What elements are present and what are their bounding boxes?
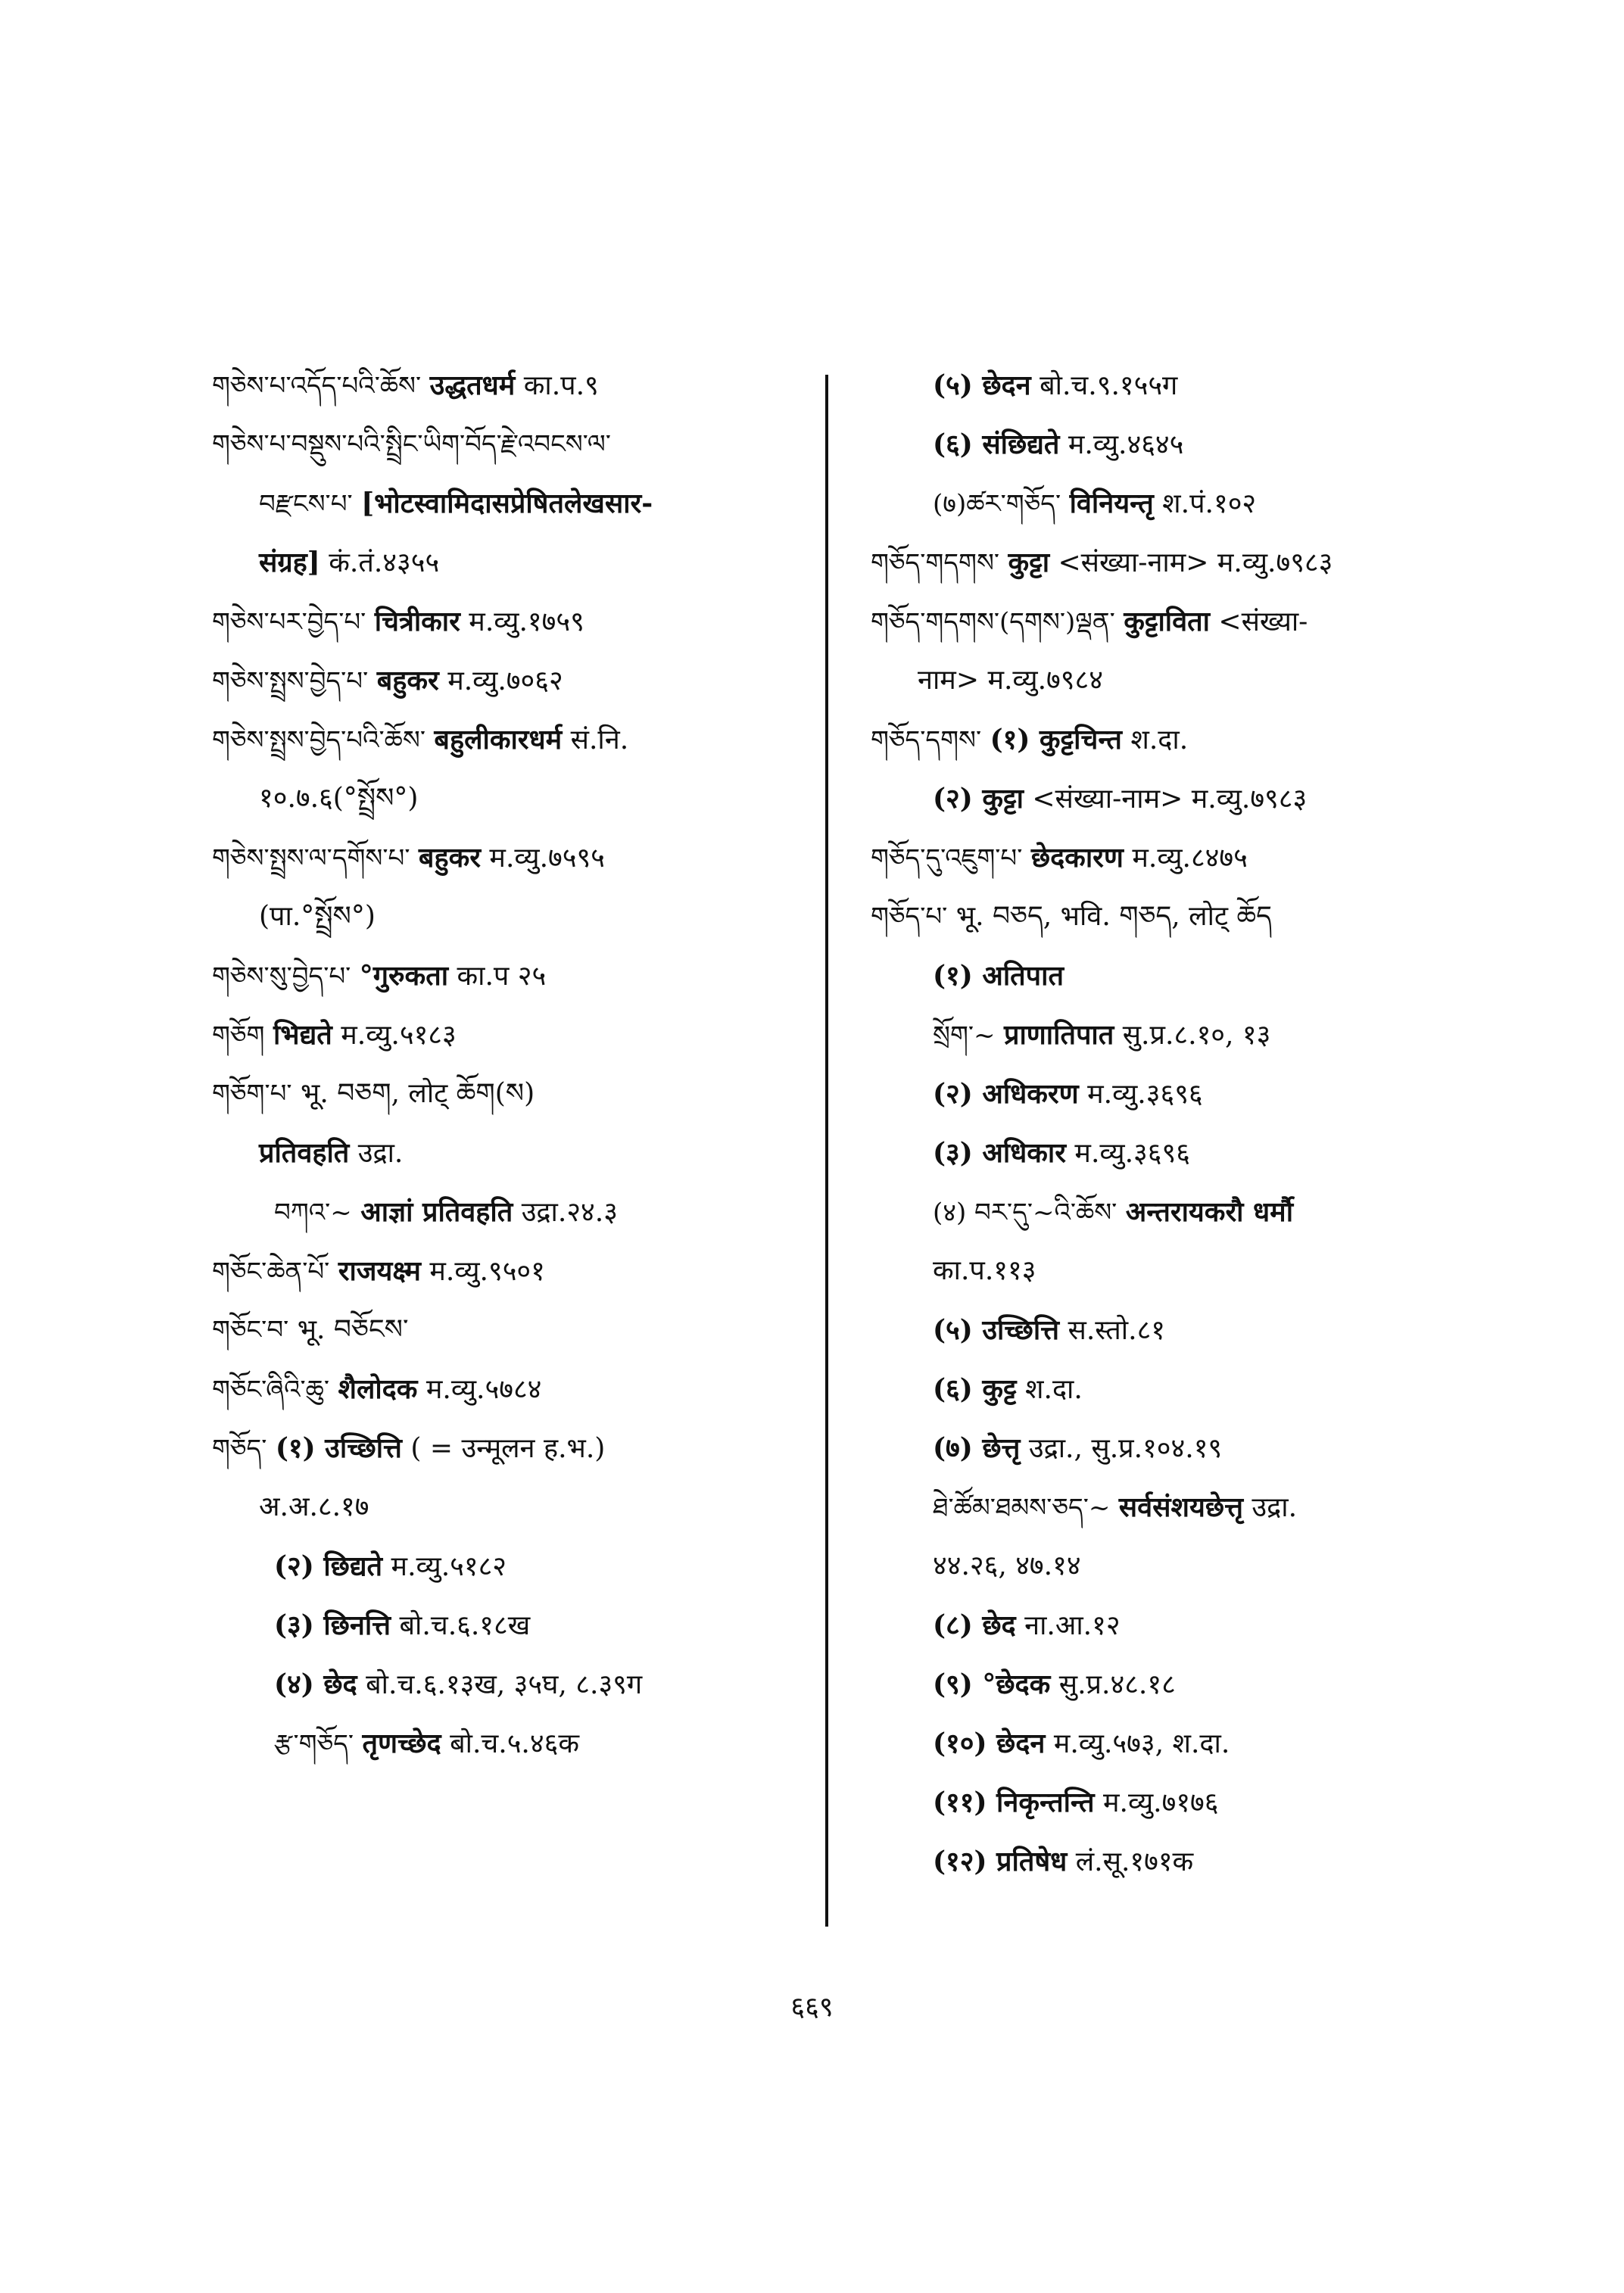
reference: सु.प्र.८.१०, १३ bbox=[1114, 1020, 1271, 1051]
entry-line bbox=[212, 1596, 818, 1655]
reference: भू. བཅད, भवि. གཅད, लोट् ཆོད bbox=[955, 901, 1272, 932]
entry-line bbox=[871, 1064, 1476, 1123]
sanskrit-term: (११) निकृन्तन्ति bbox=[933, 1787, 1095, 1818]
entry-line bbox=[871, 1478, 1476, 1537]
reference: म.व्यु.३६९६ bbox=[1078, 1079, 1203, 1110]
reference: <संख्या-नाम> म.व्यु.७९८३ bbox=[1023, 784, 1308, 815]
sanskrit-term: शैलोदक bbox=[338, 1373, 418, 1405]
tibetan-term: གཅོང་ཆེན་པོ་ bbox=[212, 1257, 330, 1287]
entry-line bbox=[212, 1655, 818, 1714]
entry-line bbox=[212, 1360, 818, 1419]
sanskrit-term: (६) कुट्ट bbox=[933, 1373, 1017, 1405]
reference: लं.सू.१७१क bbox=[1067, 1846, 1194, 1877]
reference: भू. བཅག, लोट् ཆོག(ས) bbox=[301, 1078, 535, 1109]
entry-line bbox=[871, 1773, 1476, 1832]
tibetan-term: ཐེ་ཚོམ་ཐམས་ཅད་~ bbox=[933, 1493, 1111, 1523]
sanskrit-term: कुट्टा bbox=[1008, 547, 1050, 578]
reference: का.प २५ bbox=[448, 961, 547, 992]
reference: का.प.११३ bbox=[933, 1255, 1036, 1286]
reference: म.व्यु.४६४५ bbox=[1059, 429, 1184, 460]
tibetan-term: རྩ་གཅོད་ bbox=[274, 1729, 354, 1759]
entry-line bbox=[871, 1537, 1476, 1596]
reference: श.दा. bbox=[1016, 1374, 1083, 1405]
reference: १०.७.६(°སྤྲོས°) bbox=[259, 783, 419, 814]
tibetan-term: གཅེས་སྤྲས་ལ་དགོས་པ་ bbox=[212, 843, 410, 874]
sanskrit-term: (१०) छेदन bbox=[933, 1728, 1046, 1759]
entry-line bbox=[871, 946, 1476, 1005]
reference: म.व्यु.५१८३ bbox=[332, 1020, 457, 1051]
sanskrit-term: (१) कुट्टचिन्त bbox=[990, 724, 1122, 756]
reference: म.व्यु.७५९५ bbox=[480, 843, 605, 874]
entry-line bbox=[871, 415, 1476, 474]
sanskrit-term: संग्रह] bbox=[259, 547, 320, 578]
reference: बो.च.६.१८ख bbox=[391, 1610, 531, 1641]
tibetan-term: གཅེས་སྤྲས་བྱེད་པ་ bbox=[212, 666, 369, 696]
entry-line bbox=[871, 828, 1476, 887]
reference: म.व्यु.५७३, श.दा. bbox=[1045, 1728, 1230, 1759]
sanskrit-term: °गुरुकता bbox=[359, 960, 449, 992]
sanskrit-term: तृणच्छेद bbox=[362, 1728, 441, 1759]
reference: बो.च.५.४६क bbox=[441, 1728, 579, 1759]
reference: का.प.९ bbox=[515, 370, 599, 401]
entry-line bbox=[212, 1537, 818, 1596]
entry-line bbox=[871, 1419, 1476, 1478]
sanskrit-term: (३) छिनत्ति bbox=[274, 1609, 391, 1641]
entry-line bbox=[871, 1832, 1476, 1891]
tibetan-term: གཅེས་པ་བསྡུས་པའི་སྤྲིང་ཡིག་བོད་རྗེ་འབངས་ལ་ bbox=[212, 429, 611, 460]
tibetan-term: (४) བར་དུ་~འི་ཆོས་ bbox=[933, 1198, 1117, 1228]
reference: सं.नि. bbox=[562, 724, 629, 756]
entry-line bbox=[212, 887, 818, 946]
tibetan-term: གཅོག་པ་ bbox=[212, 1079, 292, 1109]
sanskrit-term: (२) कुट्टा bbox=[933, 783, 1024, 815]
sanskrit-term: चित्रीकार bbox=[374, 606, 460, 637]
entry-line bbox=[212, 828, 818, 887]
reference: बो.च.६.१३ख, ३५घ, ८.३९ग bbox=[357, 1669, 643, 1700]
entry-line bbox=[212, 710, 818, 769]
entry-line bbox=[212, 651, 818, 710]
entry-line bbox=[212, 1242, 818, 1301]
entry-line bbox=[212, 592, 818, 651]
sanskrit-term: (७) छेत्तृ bbox=[933, 1432, 1021, 1464]
entry-line bbox=[871, 887, 1476, 946]
sanskrit-term: छेदकारण bbox=[1030, 842, 1124, 874]
entry-line bbox=[871, 1123, 1476, 1182]
sanskrit-term: (८) छेद bbox=[933, 1609, 1016, 1641]
entry-line bbox=[212, 946, 818, 1005]
reference: म.व्यु.७०६२ bbox=[438, 665, 563, 696]
reference: म.व्यु.८४७५ bbox=[1123, 843, 1248, 874]
tibetan-term: གཅོད་ bbox=[212, 1434, 267, 1464]
tibetan-term: གཅོང་བ་ bbox=[212, 1315, 289, 1345]
sanskrit-term: (१) उच्छित्ति bbox=[275, 1432, 402, 1464]
sanskrit-term: [भोटस्वामिदासप्रेषितलेखसार- bbox=[361, 488, 653, 519]
reference: <संख्या-नाम> म.व्यु.७९८३ bbox=[1049, 547, 1333, 578]
entry-line bbox=[871, 1301, 1476, 1360]
sanskrit-term: बहुकर bbox=[418, 842, 481, 874]
tibetan-term: གཅེས་པར་བྱེད་པ་ bbox=[212, 607, 366, 637]
entry-line bbox=[212, 415, 818, 474]
entry-line bbox=[212, 1301, 818, 1360]
entry-line bbox=[212, 356, 818, 415]
entry-line bbox=[871, 1655, 1476, 1714]
sanskrit-term: (६) संछिद्यते bbox=[933, 428, 1060, 460]
sanskrit-term: कुट्टाविता bbox=[1124, 606, 1210, 637]
reference: <संख्या- bbox=[1209, 606, 1308, 637]
tibetan-term: གཅོད་གདགས་(དགས་)ལྡན་ bbox=[871, 607, 1115, 637]
reference: ( = उन्मूलन ह.भ.) bbox=[401, 1433, 606, 1464]
tibetan-term: (७)ཚར་གཅོད་ bbox=[933, 489, 1061, 519]
tibetan-term: གཅེས་སྤྲས་བྱེད་པའི་ཆོས་ bbox=[212, 725, 425, 756]
entry-line bbox=[871, 1182, 1476, 1242]
sanskrit-term: अन्तरायकरौ धर्मौ bbox=[1125, 1196, 1294, 1228]
sanskrit-term: (१२) प्रतिषेध bbox=[933, 1846, 1068, 1877]
entry-line bbox=[212, 533, 818, 592]
reference: म.व्यु.१७५९ bbox=[460, 606, 584, 637]
tibetan-term: གཅོད་དགས་ bbox=[871, 725, 982, 756]
reference: म.व्यु.९५०१ bbox=[420, 1256, 545, 1287]
tibetan-term: གཅོད་གདགས་ bbox=[871, 548, 1000, 578]
reference: अ.अ.८.१७ bbox=[259, 1491, 369, 1522]
reference: उद्रा., सु.प्र.१०४.१९ bbox=[1020, 1433, 1223, 1464]
sanskrit-term: (२) अधिकरण bbox=[933, 1078, 1079, 1110]
sanskrit-term: राजयक्ष्म bbox=[338, 1255, 421, 1287]
tibetan-term: གཅོག bbox=[212, 1020, 265, 1051]
sanskrit-term: आज्ञां प्रतिवहति bbox=[360, 1196, 513, 1228]
sanskrit-term: (३) अधिकार bbox=[933, 1137, 1066, 1169]
entry-line bbox=[871, 356, 1476, 415]
sanskrit-term: बहुलीकारधर्म bbox=[434, 724, 563, 756]
entry-line bbox=[871, 710, 1476, 769]
tibetan-term: གཅེས་པ་འདོད་པའི་ཆོས་ bbox=[212, 371, 422, 401]
tibetan-term: གཅོད་དུ་འཇུག་པ་ bbox=[871, 843, 1023, 874]
entry-line bbox=[871, 592, 1476, 651]
reference: नाम> म.व्यु.७९८४ bbox=[918, 665, 1103, 696]
sanskrit-term: विनियन्तृ bbox=[1069, 488, 1154, 519]
sanskrit-term: (५) छेदन bbox=[933, 369, 1031, 401]
reference: बो.च.९.१५५ग bbox=[1030, 370, 1178, 401]
tibetan-term: གཅོད་པ་ bbox=[871, 902, 948, 932]
sanskrit-term: सर्वसंशयछेत्तृ bbox=[1118, 1491, 1243, 1523]
entry-line bbox=[871, 1596, 1476, 1655]
reference: म.व्यु.५७८४ bbox=[417, 1374, 542, 1405]
reference: म.व्यु.५१८२ bbox=[382, 1551, 507, 1582]
reference: कं.तं.४३५५ bbox=[320, 547, 440, 578]
reference: भू. བཅོངས་ bbox=[297, 1314, 409, 1345]
reference: म.व्यु.३६९६ bbox=[1065, 1138, 1190, 1169]
entry-line bbox=[871, 769, 1476, 828]
entry-line bbox=[212, 1182, 818, 1242]
entry-line bbox=[212, 1005, 818, 1064]
reference: म.व्यु.७१७६ bbox=[1094, 1787, 1219, 1818]
entry-line bbox=[212, 1064, 818, 1123]
reference: उद्रा. bbox=[1242, 1492, 1298, 1523]
page-number: ६६९ bbox=[790, 1992, 834, 2023]
reference: (पा.°སྤྲོས°) bbox=[259, 901, 376, 932]
tibetan-term: བརྫངས་པ་ bbox=[259, 489, 353, 519]
reference: सु.प्र.४८.१८ bbox=[1050, 1669, 1176, 1700]
entry-line bbox=[212, 1714, 818, 1773]
sanskrit-term: (५) उच्छित्ति bbox=[933, 1314, 1060, 1346]
reference: ना.आ.१२ bbox=[1015, 1610, 1121, 1641]
entry-line bbox=[871, 1005, 1476, 1064]
reference: श.दा. bbox=[1121, 724, 1189, 756]
entry-line bbox=[871, 1714, 1476, 1773]
entry-line bbox=[871, 533, 1476, 592]
entry-line bbox=[871, 474, 1476, 533]
reference: उद्रा.२४.३ bbox=[513, 1197, 618, 1228]
sanskrit-term: (१) अतिपात bbox=[933, 960, 1064, 992]
sanskrit-term: प्राणातिपात bbox=[1003, 1019, 1114, 1051]
tibetan-term: སྲོག་~ bbox=[933, 1020, 996, 1051]
entry-line bbox=[212, 1419, 818, 1478]
entry-line bbox=[871, 651, 1476, 710]
right-column bbox=[871, 356, 1476, 1891]
reference: ४४.२६, ४७.१४ bbox=[933, 1550, 1081, 1581]
entry-line bbox=[212, 1123, 818, 1182]
reference: श.पं.१०२ bbox=[1153, 488, 1257, 519]
entry-line bbox=[871, 1360, 1476, 1419]
column-divider bbox=[825, 375, 828, 1927]
entry-line bbox=[212, 769, 818, 828]
entry-line bbox=[212, 1478, 818, 1537]
reference: स.स्तो.८१ bbox=[1059, 1315, 1166, 1346]
left-column bbox=[212, 356, 818, 1773]
entry-line bbox=[871, 1242, 1476, 1301]
sanskrit-term: (२) छिद्यते bbox=[274, 1550, 383, 1582]
tibetan-term: བཀའ་~ bbox=[274, 1198, 352, 1228]
sanskrit-term: बहुकर bbox=[376, 665, 439, 696]
sanskrit-term: भिद्यते bbox=[273, 1019, 332, 1051]
sanskrit-term: (४) छेद bbox=[274, 1668, 357, 1700]
reference: उद्रा. bbox=[349, 1138, 404, 1169]
sanskrit-term: उद्धतधर्म bbox=[429, 369, 516, 401]
sanskrit-term: प्रतिवहति bbox=[259, 1137, 350, 1169]
entry-line bbox=[212, 474, 818, 533]
sanskrit-term: (९) °छेदक bbox=[933, 1668, 1051, 1700]
tibetan-term: གཅོང་ཞིའི་ཆུ་ bbox=[212, 1375, 330, 1405]
tibetan-term: གཅེས་སུ་བྱེད་པ་ bbox=[212, 961, 351, 992]
